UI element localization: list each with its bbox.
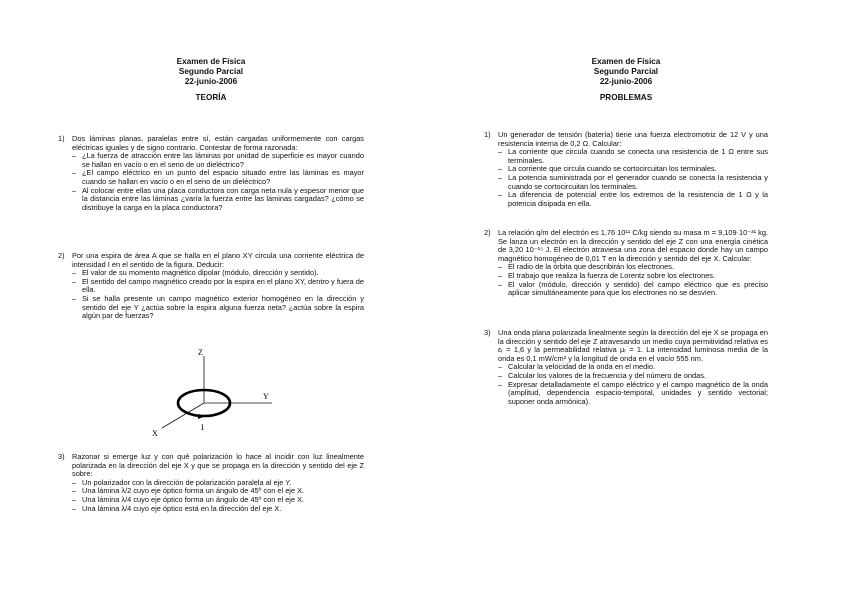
loop-diagram bbox=[140, 346, 280, 441]
list-item: – Al colocar entre ellas una placa conductora con carga neta nula y espesor menor que la distancia entre las láminas ¿varía la fuerza entre las láminas cargadas? ¿cómo se distribuye la carga en la placa conductora? bbox=[72, 185, 364, 212]
exam-date: 22-junio-2006 bbox=[599, 77, 653, 86]
question-items bbox=[484, 148, 768, 208]
list-item: – El radio de la órbita que describirán los electrones. bbox=[498, 262, 674, 272]
question-text: La relación q/m del electrón es 1,76 10¹¹ C/kg siendo su masa m = 9,109·10⁻³¹ kg. Se lanza un electrón en la dirección y sentido del eje Z con una energía cinética de 3,20 10⁻¹⁵ J. El electrón atraviesa una zona del espacio donde hay un campo magnético homogéneo de 0,01 T en la dirección y sentido del eje X. Calcular: bbox=[498, 228, 768, 263]
exam-subtitle: Segundo Parcial bbox=[178, 67, 244, 76]
list-item: – Calcular la velocidad de la onda en el medio. bbox=[498, 362, 656, 372]
question-items bbox=[58, 269, 364, 321]
exam-date: 22-junio-2006 bbox=[184, 77, 238, 86]
teoria-question-2 bbox=[58, 252, 364, 321]
question-number: 2) bbox=[58, 251, 65, 260]
question-number: 3) bbox=[58, 452, 65, 461]
list-item: – Una lámina λ/4 cuyo eje óptico forma un ángulo de 45º con el eje X. bbox=[72, 494, 305, 504]
list-item: – La corriente que circula cuando se cortocircuitan los terminales. bbox=[498, 164, 717, 174]
question-items bbox=[58, 479, 364, 513]
y-axis-label: Y bbox=[263, 392, 269, 401]
list-item: – La diferencia de potencial entre los extremos de la resistencia de 1 Ω y la potencia disipada en ella. bbox=[498, 190, 768, 208]
question-number: 3) bbox=[484, 328, 491, 337]
question-text: Dos láminas planas, paralelas entre sí, están cargadas uniformemente con cargas eléctricas iguales y de signo contrario. Contestar de forma razonada: bbox=[72, 134, 364, 152]
section-title-problemas: PROBLEMAS bbox=[599, 93, 653, 102]
list-item: – La corriente que circula cuando se conecta una resistencia de 1 Ω entre sus terminales. bbox=[498, 147, 768, 165]
current-loop-figure bbox=[140, 346, 280, 441]
problema-3 bbox=[484, 329, 768, 406]
question-items bbox=[58, 152, 364, 212]
list-item: – Expresar detalladamente el campo eléctrico y el campo magnético de la onda (amplitud, dependencia espacio-temporal, unidades y sentido vectorial; suponer onda armónica). bbox=[498, 379, 768, 406]
z-axis-label: Z bbox=[198, 348, 203, 357]
exam-title: Examen de Física bbox=[591, 57, 661, 66]
question-number: 2) bbox=[484, 228, 491, 237]
question-number: 1) bbox=[58, 134, 65, 143]
question-text: Un generador de tensión (batería) tiene una fuerza electromotriz de 12 V y una resistencia interna de 0,2 Ω. Calcular: bbox=[498, 130, 768, 148]
question-text: Una onda plana polarizada linealmente según la dirección del eje X se propaga en la dirección y sentido del eje Z atravesando un medio cuya permitividad relativa es εᵣ = 1,6 y la permeabilidad relativa μᵣ = 1. La intensidad luminosa media de la onda es 0,1 mW/cm² y la longitud de onda en el vacío 555 nm. bbox=[498, 328, 768, 363]
teoria-question-3 bbox=[58, 453, 364, 513]
list-item: – ¿El campo eléctrico en un punto del espacio situado entre las láminas es mayor cuando se hallan en vacío o en el seno de un dieléctrico? bbox=[72, 168, 364, 186]
x-axis-label: X bbox=[152, 429, 158, 438]
list-item: – La potencia suministrada por el generador cuando se conecta la resistencia y cuando se cortocircuitan los terminales. bbox=[498, 172, 768, 191]
exam-title: Examen de Física bbox=[176, 57, 246, 66]
list-item: – Una lámina λ/2 cuyo eje óptico forma un ángulo de 45º con el eje X. bbox=[72, 486, 305, 496]
list-item: – El valor (módulo, dirección y sentido) del campo eléctrico que es preciso aplicar simultáneamente para que los electrones no se desvíen. bbox=[498, 279, 768, 298]
problema-1 bbox=[484, 131, 768, 208]
list-item: – El trabajo que realiza la fuerza de Lorentz sobre los electrones. bbox=[498, 270, 716, 280]
teoria-question-1 bbox=[58, 135, 364, 212]
list-item: – Un polarizador con la dirección de polarización paralela al eje Y. bbox=[72, 477, 292, 487]
list-item: – Calcular los valores de la frecuencia y del número de ondas. bbox=[498, 370, 707, 380]
problemas-header bbox=[484, 57, 768, 103]
question-items bbox=[484, 263, 768, 297]
teoria-header bbox=[58, 57, 364, 103]
exam-subtitle: Segundo Parcial bbox=[593, 67, 659, 76]
list-item: – Una lámina λ/4 cuyo eje óptico está en la dirección del eje X. bbox=[72, 503, 282, 513]
question-number: 1) bbox=[484, 130, 491, 139]
section-title-teoria: TEORÍA bbox=[195, 93, 227, 102]
list-item: – El valor de su momento magnético dipolar (módulo, dirección y sentido). bbox=[72, 268, 319, 278]
list-item: – Si se halla presente un campo magnético exterior homogéneo en la dirección y sentido del eje Y ¿actúa sobre la espira alguna fuerza neta? ¿actúa sobre la espira algún par de fuerzas? bbox=[72, 293, 364, 321]
list-item: – El sentido del campo magnético creado por la espira en el plano XY, dentro y fuera de ella. bbox=[72, 276, 364, 295]
current-label: I bbox=[201, 423, 204, 432]
problema-2 bbox=[484, 229, 768, 298]
question-text: Razonar si emerge luz y con qué polarización lo hace al incidir con luz linealmente polarizada en la dirección del eje X y que se propaga en la dirección y sentido del eje Z sobre: bbox=[72, 452, 364, 479]
list-item: – ¿La fuerza de atracción entre las láminas por unidad de superficie es mayor cuando se hallan en vacío o en el seno de un dieléctrico? bbox=[72, 151, 364, 169]
question-items bbox=[484, 363, 768, 406]
question-text: Por una espira de área A que se halla en el plano XY circula una corriente eléctrica de intensidad I en el sentido de la figura. Deducir: bbox=[72, 251, 364, 269]
